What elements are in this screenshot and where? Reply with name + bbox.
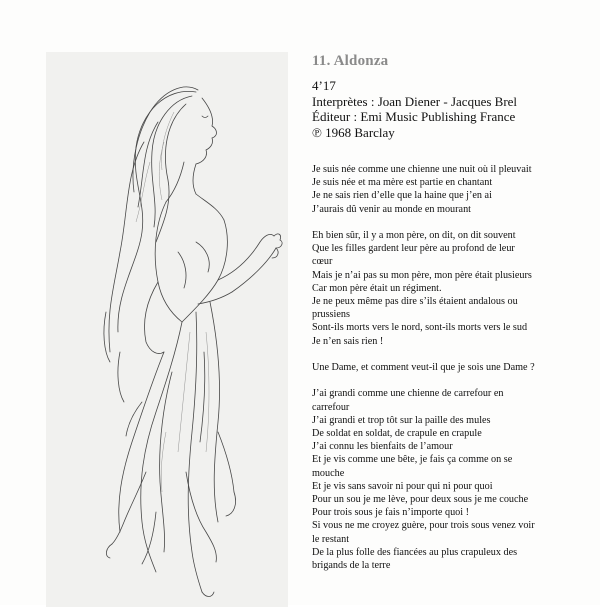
- lyrics-line: Et je vis comme une bête, je fais ça comme on se: [312, 454, 513, 466]
- lyrics-line: Pour un sou je me lève, pour deux sous je me couche: [312, 494, 529, 506]
- lyrics-line: Que les filles gardent leur père au profond de leur: [312, 243, 515, 255]
- lyrics-line: Eh bien sûr, il y a mon père, on dit, on dit souvent: [312, 230, 516, 241]
- lyrics-stanza: [312, 163, 596, 216]
- track-publisher: Éditeur : Emi Music Publishing France: [312, 109, 516, 124]
- lyrics-line: De soldat en soldat, de crapule en crapule: [312, 428, 482, 440]
- lyrics-line: carrefour: [312, 401, 350, 413]
- lyrics-line: Je ne sais rien d’elle que la haine que j’en ai: [312, 190, 492, 202]
- lyrics-stanza: [312, 229, 596, 348]
- lyrics-line: Et je vis sans savoir ni pour qui ni pour quoi: [312, 480, 493, 492]
- lyrics-line: Pour trois sous je fais n’importe quoi !: [312, 507, 470, 519]
- lyrics-line: Une Dame, et comment veut-il que je sois une Dame ?: [312, 362, 535, 374]
- lyrics-line: J’aurais dû venir au monde en mourant: [312, 203, 471, 215]
- lyrics-stanza: [312, 387, 596, 572]
- lyrics-line: De la plus folle des fiancées au plus crapuleux des: [312, 546, 518, 558]
- lyrics-line: Je ne peux même pas dire s’ils étaient andalous ou: [312, 296, 518, 308]
- lyrics-line: mouche: [312, 467, 345, 479]
- lyrics-line: Car mon père était un régiment.: [312, 282, 442, 294]
- lyrics-line: prussiens: [312, 309, 350, 321]
- lyrics-line: Je n’en sais rien !: [312, 335, 384, 347]
- lyrics-text: [312, 163, 596, 572]
- lyrics-line: J’ai grandi et trop tôt sur la paille des mules: [312, 414, 491, 426]
- track-title: 11. Aldonza: [312, 53, 389, 69]
- lyrics-line: Si vous ne me croyez guère, pour trois sous venez voir: [312, 520, 535, 532]
- lyrics-line: brigands de la terre: [312, 560, 391, 572]
- track-duration: 4’17: [312, 78, 336, 93]
- lyrics-line: cœur: [312, 256, 333, 268]
- woman-figure-drawing: [46, 52, 288, 607]
- track-metadata: [312, 78, 596, 140]
- lyrics-line: le restant: [312, 533, 350, 545]
- track-copyright: ℗ 1968 Barclay: [312, 124, 395, 140]
- lyrics-column: [312, 52, 596, 585]
- lyrics-line: Je suis née et ma mère est partie en chantant: [312, 177, 493, 189]
- lyrics-line: J’ai grandi comme une chienne de carrefour en: [312, 388, 504, 400]
- lyrics-line: Sont-ils morts vers le nord, sont-ils morts vers le sud: [312, 322, 528, 334]
- lyrics-line: Mais je n’ai pas su mon père, mon père était plusieurs: [312, 269, 532, 281]
- lyrics-stanza: [312, 361, 596, 374]
- lyrics-line: Je suis née comme une chienne une nuit où il pleuvait: [312, 164, 532, 175]
- pen-sketch-illustration: [46, 52, 288, 607]
- lyrics-line: J’ai connu les bienfaits de l’amour: [312, 441, 453, 453]
- track-performers: Interprètes : Joan Diener - Jacques Brel: [312, 93, 518, 109]
